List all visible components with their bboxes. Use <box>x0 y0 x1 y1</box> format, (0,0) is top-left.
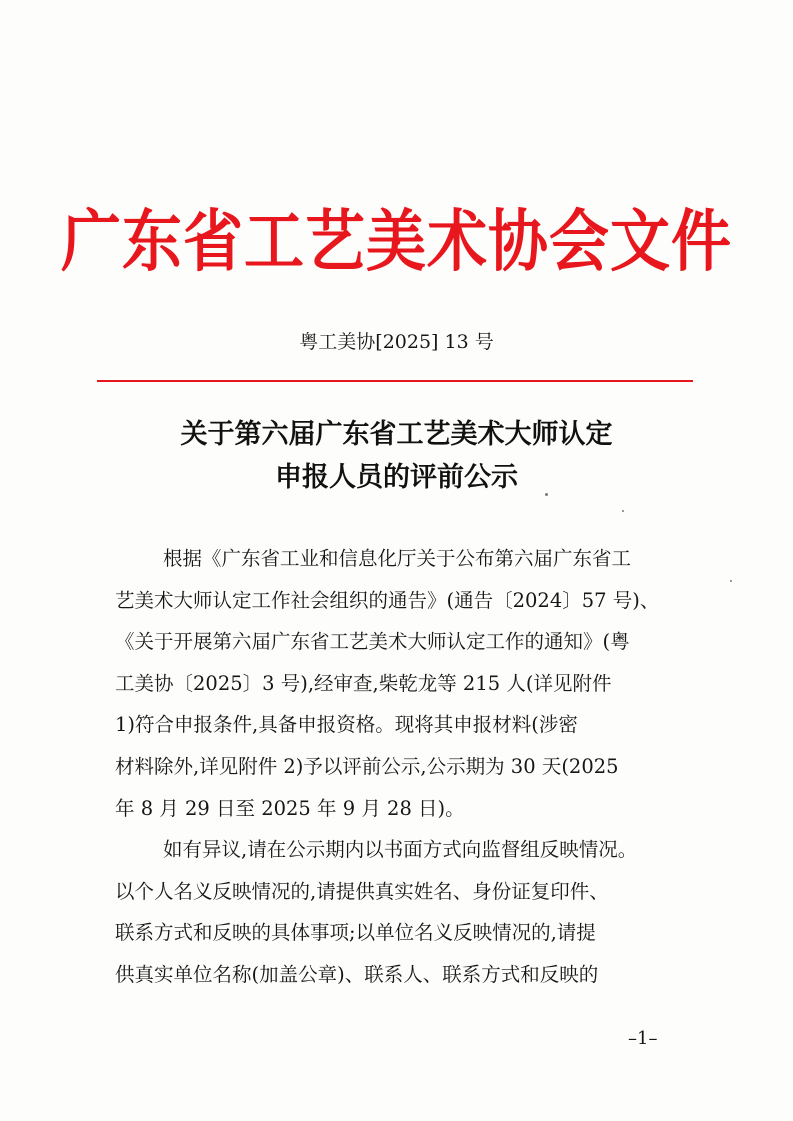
body-line: 材料除外,详见附件 2)予以评前公示,公示期为 30 天(2025 <box>115 754 619 778</box>
notice-title-line-2: 申报人员的评前公示 <box>275 462 518 493</box>
body-line: 年 8 月 29 日至 2025 年 9 月 28 日)。 <box>115 796 465 820</box>
body-line: 以个人名义反映情况的,请提供真实姓名、身份证复印件、 <box>115 879 609 903</box>
body-line: 供真实单位名称(加盖公章)、联系人、联系方式和反映的 <box>115 962 599 986</box>
notice-title-line-1: 关于第六届广东省工艺美术大师认定 <box>180 419 613 450</box>
body-line: 联系方式和反映的具体事项;以单位名义反映情况的,请提 <box>115 921 596 945</box>
scan-speck <box>730 580 732 582</box>
document-number: 粤工美协[2025] 13 号 <box>299 331 494 353</box>
body-line: 艺美术大师认定工作社会组织的通告》(通告〔2024〕57 号)、 <box>115 588 660 612</box>
page-number: –1– <box>628 1028 658 1049</box>
body-line: 1)符合申报条件,具备申报资格。现将其申报材料(涉密 <box>115 713 578 737</box>
body-line: 根据《广东省工业和信息化厅关于公布第六届广东省工 <box>163 547 632 570</box>
scan-speck <box>622 510 624 512</box>
body-line: 工美协〔2025〕3 号),经审查,柴乾龙等 215 人(详见附件 <box>115 671 612 695</box>
body-line: 《关于开展第六届广东省工艺美术大师认定工作的通知》(粤 <box>115 630 630 654</box>
scan-speck <box>545 493 548 496</box>
body-line: 如有异议,请在公示期内以书面方式向监督组反映情况。 <box>163 838 638 862</box>
org-masthead-title: 广东省工艺美术协会文件 <box>61 202 732 282</box>
red-divider-line <box>97 380 693 382</box>
notice-body <box>115 538 675 996</box>
